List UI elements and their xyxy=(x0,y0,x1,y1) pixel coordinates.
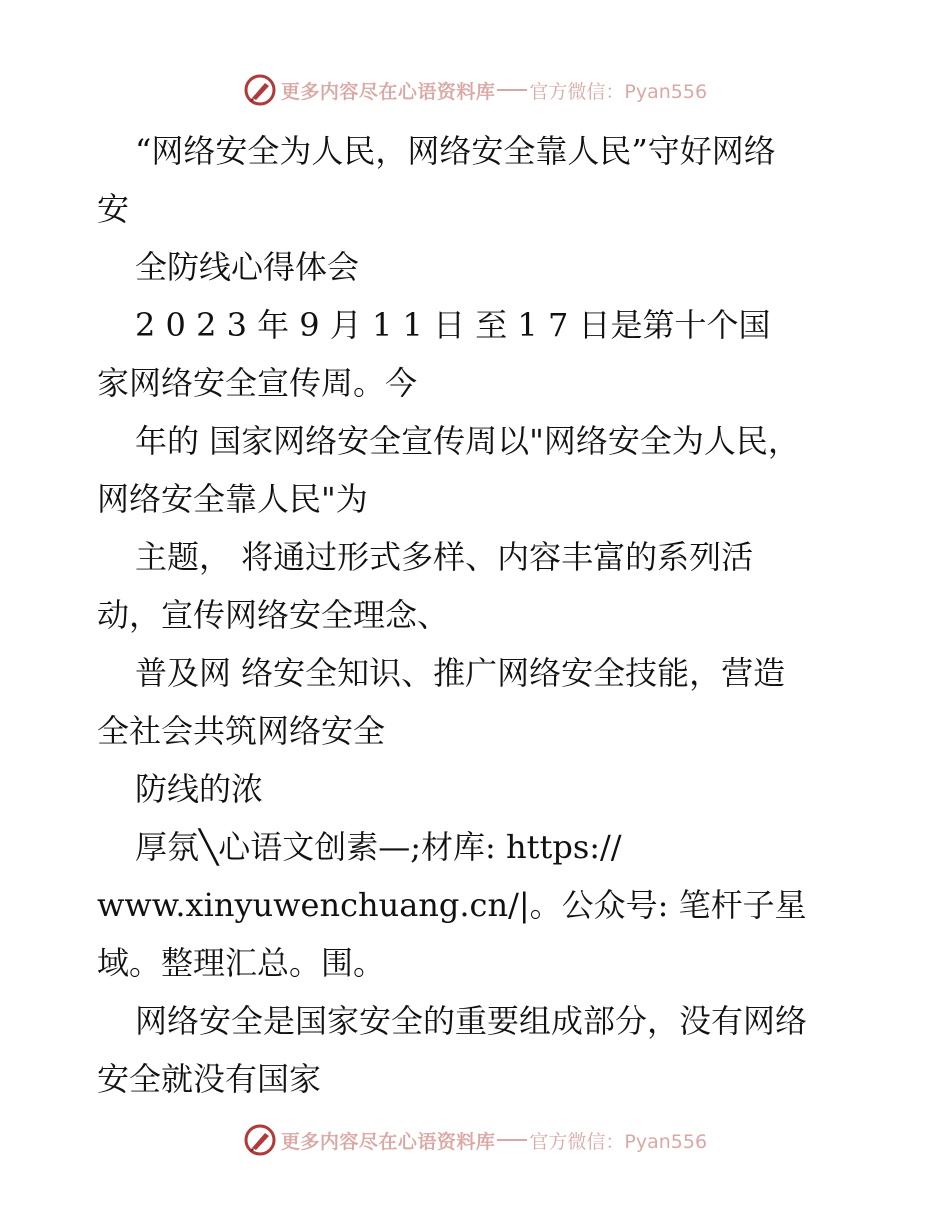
body-line: 防线的浓 xyxy=(135,770,264,808)
body-line: 安 xyxy=(97,190,130,228)
body-line: “网络安全为人民，网络安全靠人民”守好网络 xyxy=(135,132,776,170)
body-line: 家网络安全宣传周。今 xyxy=(97,364,418,402)
header-banner xyxy=(0,70,950,110)
banner-title: 更多内容尽在心语资料库 xyxy=(280,1130,496,1153)
body-line: 网络安全靠人民"为 xyxy=(97,480,368,518)
body-line: www.xinyuwenchuang.cn/|。公众号: 笔杆子星 xyxy=(97,886,807,924)
banner-divider xyxy=(497,1139,527,1141)
pen-logo-icon xyxy=(243,73,277,107)
footer-banner xyxy=(0,1120,950,1160)
document-body xyxy=(97,122,857,1108)
body-line: 域。整理汇总。围。 xyxy=(97,944,386,982)
banner-divider xyxy=(497,89,527,91)
banner-contact: 官方微信：Pyan556 xyxy=(529,1130,708,1153)
body-line: 全防线心得体会 xyxy=(135,248,360,286)
body-line: 年的 国家网络安全宣传周以"网络安全为人民， xyxy=(135,422,800,460)
banner-contact: 官方微信：Pyan556 xyxy=(529,80,708,103)
banner-title: 更多内容尽在心语资料库 xyxy=(280,80,496,103)
body-line: 普及网 络安全知识、推广网络安全技能，营造 xyxy=(135,654,786,692)
body-line: 网络安全是国家安全的重要组成部分，没有网络 xyxy=(135,1002,808,1040)
pen-logo-icon xyxy=(243,1123,277,1157)
body-line: 安全就没有国家 xyxy=(97,1060,322,1098)
body-line: 主题， 将通过形式多样、内容丰富的系列活 xyxy=(135,538,754,576)
body-line: 全社会共筑网络安全 xyxy=(97,712,386,750)
body-line: 动，宣传网络安全理念、 xyxy=(97,596,450,634)
body-line: 2 0 2 3 年 9 月 1 1 日 至 1 7 日是第十个国 xyxy=(135,306,771,344)
body-line: 厚氛╲心语文创素—;材库: https:// xyxy=(135,828,622,866)
